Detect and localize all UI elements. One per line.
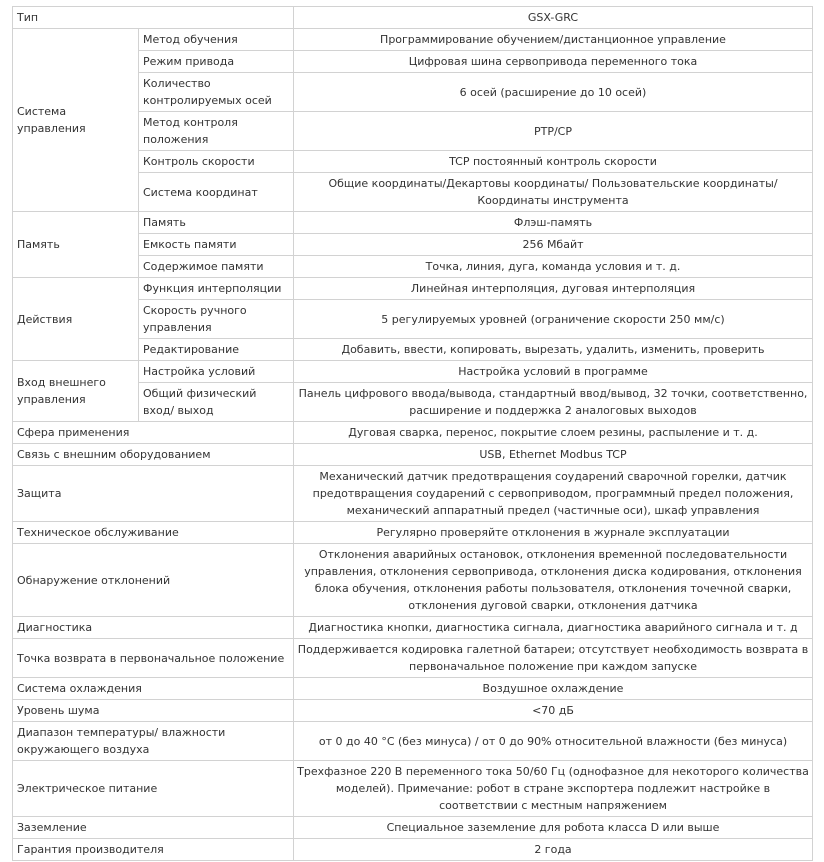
table-row	[13, 212, 813, 234]
spec-value: USB, Ethernet Modbus TCP	[294, 444, 813, 466]
row-label: Гарантия производителя	[13, 839, 294, 861]
sub-label: Настройка условий	[139, 361, 294, 383]
row-label: Заземление	[13, 817, 294, 839]
group-label: Память	[13, 212, 139, 278]
spec-value: Флэш-память	[294, 212, 813, 234]
spec-value: 2 года	[294, 839, 813, 861]
sub-label: Память	[139, 212, 294, 234]
sub-label: Количество контролируемых осей	[139, 73, 294, 112]
sub-label: Редактирование	[139, 339, 294, 361]
group-label: Действия	[13, 278, 139, 361]
row-label: Сфера применения	[13, 422, 294, 444]
row-label: Система охлаждения	[13, 678, 294, 700]
table-row	[13, 522, 813, 544]
spec-table	[12, 6, 813, 861]
group-label: Вход внешнего управления	[13, 361, 139, 422]
spec-value: 256 Мбайт	[294, 234, 813, 256]
sub-label: Общий физический вход/ выход	[139, 383, 294, 422]
row-label: Точка возврата в первоначальное положение	[13, 639, 294, 678]
spec-value: Настройка условий в программе	[294, 361, 813, 383]
table-row	[13, 678, 813, 700]
spec-table-body	[13, 7, 813, 861]
spec-value: 5 регулируемых уровней (ограничение скорости 250 мм/с)	[294, 300, 813, 339]
row-label: Диапазон температуры/ влажности окружающего воздуха	[13, 722, 294, 761]
spec-value: Механический датчик предотвращения соударений сварочной горелки, датчик предотвращения соударений с сервоприводом, программный предел положения, механический аппаратный предел (частичные оси), шкаф управления	[294, 466, 813, 522]
row-label: Связь с внешним оборудованием	[13, 444, 294, 466]
table-row	[13, 839, 813, 861]
table-row	[13, 617, 813, 639]
spec-value: Линейная интерполяция, дуговая интерполяция	[294, 278, 813, 300]
row-label: Диагностика	[13, 617, 294, 639]
table-row	[13, 29, 813, 51]
row-label: Уровень шума	[13, 700, 294, 722]
spec-value: Цифровая шина сервопривода переменного тока	[294, 51, 813, 73]
row-label: Электрическое питание	[13, 761, 294, 817]
spec-value: Отклонения аварийных остановок, отклонения временной последовательности управления, отклонения сервопривода, отклонения диска кодирования, отклонения блока обучения, отклонения работы пользователя, отклонения точечной сварки, отклонения дуговой сварки, отклонения датчика	[294, 544, 813, 617]
sub-label: Контроль скорости	[139, 151, 294, 173]
spec-value: от 0 до 40 °C (без минуса) / от 0 до 90% относительной влажности (без минуса)	[294, 722, 813, 761]
spec-value: Трехфазное 220 В переменного тока 50/60 Гц (однофазное для некоторого количества моделей). Примечание: робот в стране экспортера подлежит настройке в соответствии с местным напряжением	[294, 761, 813, 817]
spec-value: Общие координаты/Декартовы координаты/ Пользовательские координаты/Координаты инструмента	[294, 173, 813, 212]
spec-value: Поддерживается кодировка галетной батареи; отсутствует необходимость возврата в первоначальное положение при каждом запуске	[294, 639, 813, 678]
sub-label: Система координат	[139, 173, 294, 212]
spec-value: <70 дБ	[294, 700, 813, 722]
spec-value: Регулярно проверяйте отклонения в журнале эксплуатации	[294, 522, 813, 544]
row-label: Тип	[13, 7, 294, 29]
table-row	[13, 278, 813, 300]
row-label: Обнаружение отклонений	[13, 544, 294, 617]
spec-value: Диагностика кнопки, диагностика сигнала, диагностика аварийного сигнала и т. д	[294, 617, 813, 639]
spec-value: Специальное заземление для робота класса D или выше	[294, 817, 813, 839]
table-row	[13, 639, 813, 678]
spec-table-container	[12, 6, 812, 861]
table-row	[13, 444, 813, 466]
sub-label: Режим привода	[139, 51, 294, 73]
table-row	[13, 7, 813, 29]
spec-value: Точка, линия, дуга, команда условия и т. д.	[294, 256, 813, 278]
table-row	[13, 761, 813, 817]
spec-value: Воздушное охлаждение	[294, 678, 813, 700]
table-row	[13, 817, 813, 839]
table-row	[13, 422, 813, 444]
table-row	[13, 544, 813, 617]
table-row	[13, 361, 813, 383]
spec-value: Дуговая сварка, перенос, покрытие слоем резины, распыление и т. д.	[294, 422, 813, 444]
row-label: Техническое обслуживание	[13, 522, 294, 544]
spec-value: Добавить, ввести, копировать, вырезать, удалить, изменить, проверить	[294, 339, 813, 361]
spec-value: GSX-GRC	[294, 7, 813, 29]
row-label: Защита	[13, 466, 294, 522]
spec-value: Панель цифрового ввода/вывода, стандартный ввод/вывод, 32 точки, соответственно, расширение и поддержка 2 аналоговых выходов	[294, 383, 813, 422]
sub-label: Содержимое памяти	[139, 256, 294, 278]
group-label: Система управления	[13, 29, 139, 212]
table-row	[13, 700, 813, 722]
table-row	[13, 722, 813, 761]
spec-value: PTP/CP	[294, 112, 813, 151]
spec-value: Программирование обучением/дистанционное управление	[294, 29, 813, 51]
sub-label: Емкость памяти	[139, 234, 294, 256]
sub-label: Метод контроля положения	[139, 112, 294, 151]
sub-label: Функция интерполяции	[139, 278, 294, 300]
table-row	[13, 466, 813, 522]
spec-value: 6 осей (расширение до 10 осей)	[294, 73, 813, 112]
sub-label: Скорость ручного управления	[139, 300, 294, 339]
spec-value: TCP постоянный контроль скорости	[294, 151, 813, 173]
sub-label: Метод обучения	[139, 29, 294, 51]
